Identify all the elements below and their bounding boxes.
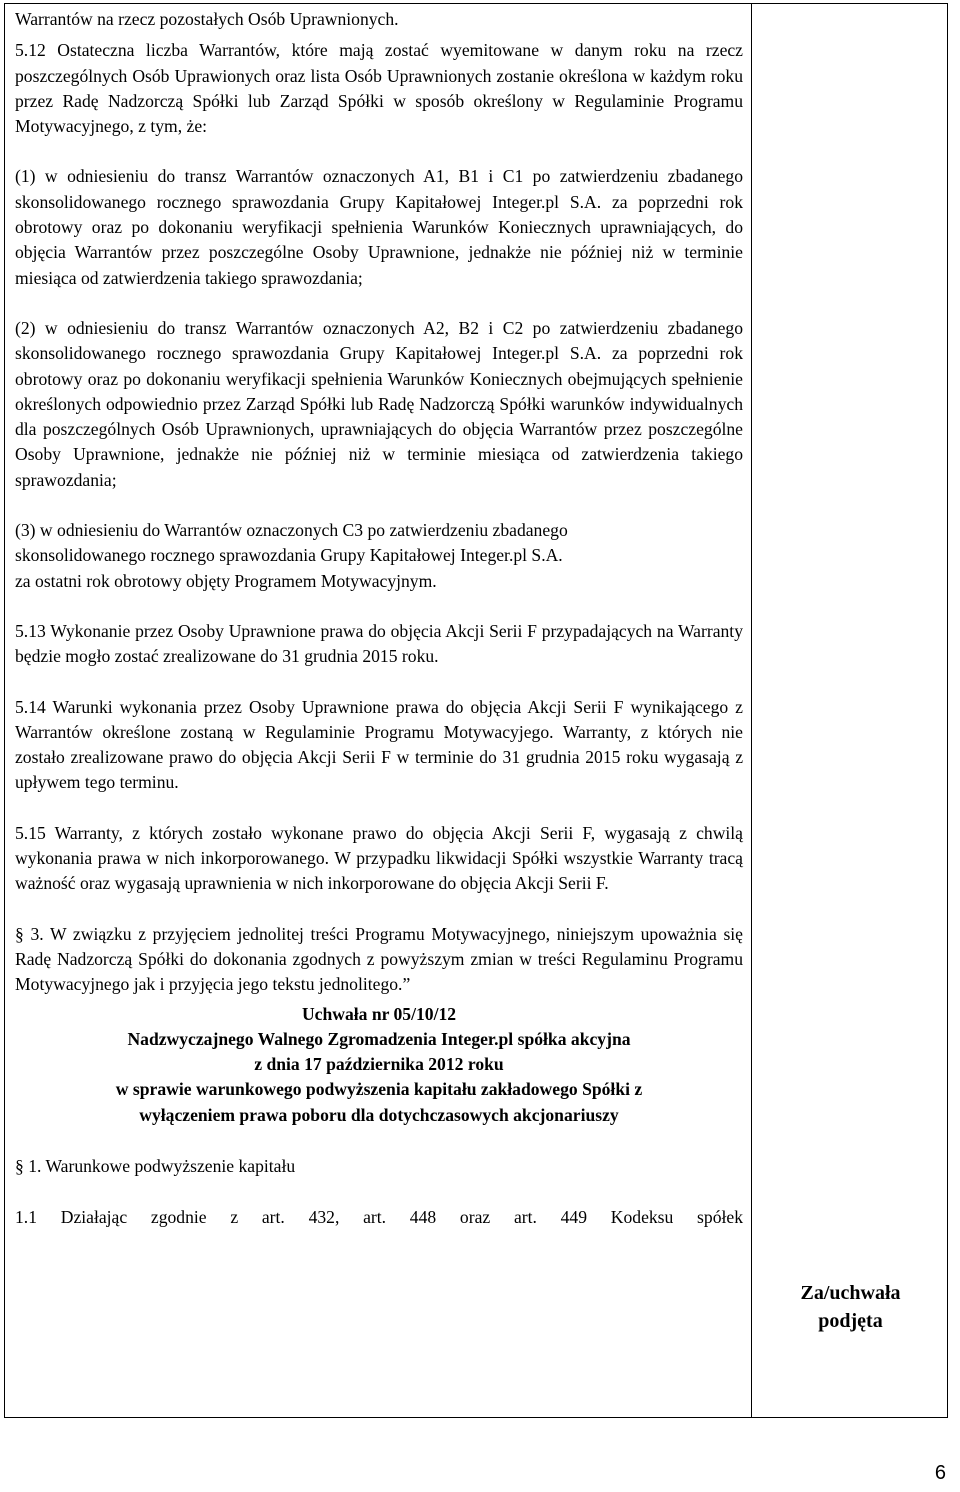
vote-result [752,1279,949,1335]
resolution-date: z dnia 17 października 2012 roku [254,1054,504,1075]
section-1-title: § 1. Warunkowe podwyższenie kapitału [15,1155,296,1176]
list-item-2: (2) w odniesieniu do transz Warrantów oznaczonych A2, B2 i C2 po zatwierdzeniu zbadanego skonsolidowanego rocznego sprawozdania Grupy Kapitałowej Integer.pl S.A. za poprzedni rok obrotowy oraz po dokonaniu weryfikacji spełnienia Warunków Koniecznych obejmujących spełnienie określonych odpowiednio przez Zarząd Spółki lub Radę Nadzorczą Spółki warunków indywidualnych dla poszczególnych Osób Uprawnionych, uprawniających do objęcia Warrantów przez poszczególne Osoby Uprawnione, jednakże nie później niż w terminie miesiąca od zatwierdzenia takiego sprawozdania; [15,317,743,490]
paragraph-5-15: 5.15 Warranty, z których zostało wykonane prawo do objęcia Akcji Serii F, wygasają z chwilą wykonania prawa w nich inkorporowanego. W przypadku likwidacji Spółki wszystkie Warranty tracą ważność oraz wygasają uprawnienia w nich inkorporowane do objęcia Akcji Serii F. [15,822,743,894]
vote-result-line-1: Za/uchwała [800,1282,901,1304]
resolution-text-column [15,7,743,1231]
section-sign-icon: § [15,1155,29,1176]
list-item-1: (1) w odniesieniu do transz Warrantów oznaczonych A1, B1 i C1 po zatwierdzeniu zbadanego skonsolidowanego rocznego sprawozdania Grupy Kapitałowej Integer.pl S.A. za poprzedni rok obrotowy oraz po dokonaniu weryfikacji spełnienia Warunków Koniecznych uprawniających, do objęcia Warrantów przez poszczególne Osoby Uprawnione, jednakże nie później niż w terminie miesiąca od zatwierdzenia takiego sprawozdania; [15,166,743,288]
paragraph-intro: Warrantów na rzecz pozostałych Osób Uprawnionych. [15,9,399,29]
page-number: 6 [934,1462,946,1484]
paragraph-5-13: 5.13 Wykonanie przez Osoby Uprawnione prawa do objęcia Akcji Serii F przypadających na Warranty będzie mogło zostać zrealizowane do 31 grudnia 2015 roku. [15,620,743,667]
resolution-subject-line-1: w sprawie warunkowego podwyższenia kapitału zakładowego Spółki z [115,1079,643,1100]
resolution-heading [15,1002,743,1128]
document-table [4,3,948,1418]
paragraph-1-1: 1.1 Działając zgodnie z art. 432, art. 448 oraz art. 449 Kodeksu spółek [15,1207,743,1228]
resolution-subject-line-2: wyłączeniem prawa poboru dla dotychczasowych akcjonariuszy [139,1104,619,1125]
list-item-3-line-1: (3) w odniesieniu do Warrantów oznaczonych C3 po zatwierdzeniu zbadanego [15,520,568,541]
list-item-3-line-3: za ostatni rok obrotowy objęty Programem Motywacyjnym. [15,570,437,591]
list-item-3-line-2: skonsolidowanego rocznego sprawozdania Grupy Kapitałowej Integer.pl S.A. [15,545,563,566]
paragraph-3: § 3. W związku z przyjęciem jednolitej treści Programu Motywacyjnego, niniejszym upoważnia się Radę Nadzorczą Spółki do dokonania zgodnych z powyższym zmian w treści Regulaminu Programu Motywacyjnego jak i przyjęcia jego tekstu jednolitego.” [15,923,743,995]
resolution-number: Uchwała nr 05/10/12 [301,1003,457,1024]
paragraph-5-14: 5.14 Warunki wykonania przez Osoby Uprawnione prawa do objęcia Akcji Serii F wynikającego z Warrantów określone zostaną w Regulaminie Programu Motywacyjego. Warranty, z których nie zostało zrealizowane prawo do objęcia Akcji Serii F w terminie do 31 grudnia 2015 roku wygasają z upływem tego terminu. [15,696,743,793]
vote-result-line-2: podjęta [818,1310,883,1332]
paragraph-5-12: 5.12 Ostateczna liczba Warrantów, które mają zostać wyemitowane w danym roku na rzecz poszczególnych Osób Uprawionych oraz lista Osób Uprawnionych zostanie określona w każdym roku przez Radę Nadzorczą Spółki lub Zarząd Spółki w sposób określony w Regulaminie Programu Motywacyjnego, z tym, że: [15,40,743,137]
resolution-assembly: Nadzwyczajnego Walnego Zgromadzenia Integer.pl spółka akcyjna [127,1028,631,1049]
column-divider [751,4,752,1417]
section-sign-icon: § [15,923,31,944]
